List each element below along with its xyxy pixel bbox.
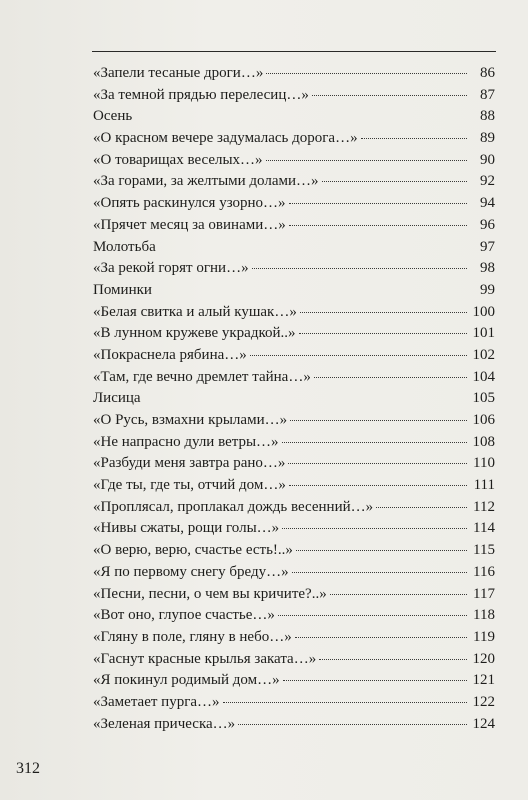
- toc-entry: [93, 605, 495, 627]
- dot-leader: [290, 420, 467, 421]
- toc-entry-title: «Я по первому снегу бреду…»: [93, 563, 289, 580]
- dot-leader: [314, 377, 467, 378]
- toc-entry-title: «Я покинул родимый дом…»: [93, 672, 280, 689]
- toc-entry-title: «О товарищах веселых…»: [93, 151, 263, 168]
- toc-entry-page: 106: [472, 412, 495, 428]
- toc-entry-page: 114: [473, 520, 495, 537]
- dot-leader: [376, 507, 467, 508]
- dot-leader: [312, 95, 467, 96]
- dot-leader: [330, 594, 467, 595]
- toc-entry: [93, 627, 495, 649]
- dot-leader: [223, 702, 467, 703]
- dot-leader: [238, 724, 467, 725]
- dot-leader: [292, 572, 467, 573]
- toc-entry-title: «Вот оно, глупое счастье…»: [93, 607, 275, 624]
- dot-leader: [319, 659, 467, 660]
- toc-entry-title: Молотьба: [93, 238, 156, 255]
- toc-entry-page: 97: [480, 238, 495, 255]
- toc-entry: [93, 237, 495, 259]
- toc-entry-page: 99: [480, 281, 495, 298]
- toc-entry: [93, 453, 495, 475]
- toc-entry-page: 90: [480, 151, 495, 168]
- dot-leader: [266, 160, 467, 161]
- toc-entry: [93, 280, 495, 302]
- toc-entry-title: «Запели тесаные дроги…»: [93, 65, 264, 81]
- toc-entry-title: «Песни, песни, о чем вы кричите?..»: [93, 585, 327, 602]
- toc-entry-page: 86: [480, 65, 495, 81]
- toc-entry: [93, 410, 495, 432]
- toc-entry-page: 94: [480, 195, 495, 212]
- toc-entry-title: «Зеленая прическа…»: [93, 715, 236, 732]
- toc-entry: [93, 106, 495, 128]
- toc-entry-page: 119: [473, 628, 495, 645]
- toc-entry-title: «Не напрасно дули ветры…»: [93, 433, 279, 450]
- dot-leader: [299, 333, 468, 334]
- toc-entry-page: 88: [480, 108, 495, 125]
- dot-leader: [300, 312, 467, 313]
- toc-entry-title: «Гаснут красные крылья заката…»: [93, 650, 317, 667]
- toc-entry-page: 96: [480, 216, 495, 233]
- toc-entry-page: 115: [473, 542, 495, 559]
- toc-entry: [93, 63, 495, 85]
- toc-entry: [93, 258, 495, 280]
- toc-entry-page: 89: [480, 130, 495, 147]
- dot-leader: [283, 680, 467, 681]
- toc-entry-page: 105: [472, 390, 495, 407]
- toc-entry-title: «Опять раскинулся узорно…»: [93, 195, 286, 212]
- toc-entry-page: 87: [480, 86, 495, 103]
- dot-leader: [278, 615, 467, 616]
- toc-entry: [93, 670, 495, 692]
- toc-entry-page: 112: [473, 498, 495, 515]
- toc-entry-title: Осень: [93, 108, 133, 125]
- toc-entry: [93, 128, 495, 150]
- toc-entry: [93, 692, 495, 714]
- toc-entry-title: «За темной прядью перелесиц…»: [93, 86, 309, 103]
- toc-entry-page: 122: [472, 693, 495, 710]
- toc-entry: [93, 518, 495, 540]
- toc-entry: [93, 345, 495, 367]
- toc-entry: [93, 193, 495, 215]
- dot-leader: [288, 463, 467, 464]
- toc-entry-title: «О красном вечере задумалась дорога…»: [93, 130, 358, 147]
- toc-entry: [93, 150, 495, 172]
- toc-entry-title: «Заметает пурга…»: [93, 693, 220, 710]
- toc-entry-title: «Где ты, где ты, отчий дом…»: [93, 477, 286, 494]
- toc-entry-page: 111: [473, 477, 495, 494]
- toc-entry: [93, 562, 495, 584]
- dot-leader: [282, 442, 467, 443]
- dot-leader: [322, 181, 467, 182]
- toc-entry: [93, 323, 495, 345]
- toc-entry-title: «Проплясал, проплакал дождь весенний…»: [93, 498, 374, 515]
- toc-entry: [93, 649, 495, 671]
- toc-entry-page: 98: [480, 260, 495, 277]
- toc-entry-title: «Разбуди меня завтра рано…»: [93, 455, 286, 472]
- toc-entry: [93, 540, 495, 562]
- toc-entry-page: 118: [473, 607, 495, 624]
- toc-entry-page: 120: [472, 650, 495, 667]
- toc-entry-page: 104: [472, 368, 495, 385]
- toc-entry-title: «Покраснела рябина…»: [93, 346, 247, 363]
- page-number: 312: [16, 760, 40, 777]
- toc-entry-page: 108: [472, 433, 495, 450]
- toc-entry: [93, 497, 495, 519]
- toc-entry-title: «В лунном кружеве украдкой..»: [93, 325, 296, 342]
- toc-entry: [93, 215, 495, 237]
- toc-entry-title: Поминки: [93, 281, 152, 298]
- toc-entry-title: «Прячет месяц за овинами…»: [93, 216, 286, 233]
- toc-entry: [93, 584, 495, 606]
- toc-entry-title: «За горами, за желтыми долами…»: [93, 173, 319, 190]
- toc-entry-title: «Гляну в поле, гляну в небо…»: [93, 628, 292, 645]
- toc-entry: [93, 475, 495, 497]
- dot-leader: [289, 485, 467, 486]
- toc-entry-page: 100: [472, 303, 495, 320]
- toc-entry-page: 117: [473, 585, 495, 602]
- dot-leader: [266, 73, 467, 74]
- dot-leader: [282, 528, 467, 529]
- toc-entry: [93, 171, 495, 193]
- toc-entry-title: Лисица: [93, 390, 141, 407]
- toc-entry-page: 110: [473, 455, 495, 472]
- toc-entry-title: «Нивы сжаты, рощи голы…»: [93, 520, 280, 537]
- dot-leader: [252, 268, 467, 269]
- toc-entry-page: 116: [473, 563, 495, 580]
- toc-entry-page: 92: [480, 173, 495, 190]
- dot-leader: [296, 550, 467, 551]
- table-of-contents: [93, 63, 495, 735]
- toc-entry: [93, 714, 495, 736]
- toc-entry-title: «О верю, верю, счастье есть!..»: [93, 542, 293, 559]
- toc-entry: [93, 85, 495, 107]
- toc-entry-title: «О Русь, взмахни крылами…»: [93, 412, 288, 428]
- dot-leader: [295, 637, 467, 638]
- toc-entry-title: «За рекой горят огни…»: [93, 260, 249, 277]
- toc-entry: [93, 302, 495, 324]
- dot-leader: [289, 203, 467, 204]
- toc-entry-page: 121: [472, 672, 495, 689]
- toc-entry: [93, 388, 495, 410]
- toc-entry-title: «Там, где вечно дремлет тайна…»: [93, 368, 311, 385]
- toc-entry-page: 124: [472, 715, 495, 732]
- dot-leader: [361, 138, 467, 139]
- toc-entry-page: 102: [472, 346, 495, 363]
- toc-entry-title: «Белая свитка и алый кушак…»: [93, 303, 297, 320]
- toc-entry: [93, 367, 495, 389]
- top-rule: [92, 51, 496, 52]
- toc-entry: [93, 432, 495, 454]
- dot-leader: [289, 225, 467, 226]
- dot-leader: [250, 355, 467, 356]
- toc-entry-page: 101: [472, 325, 495, 342]
